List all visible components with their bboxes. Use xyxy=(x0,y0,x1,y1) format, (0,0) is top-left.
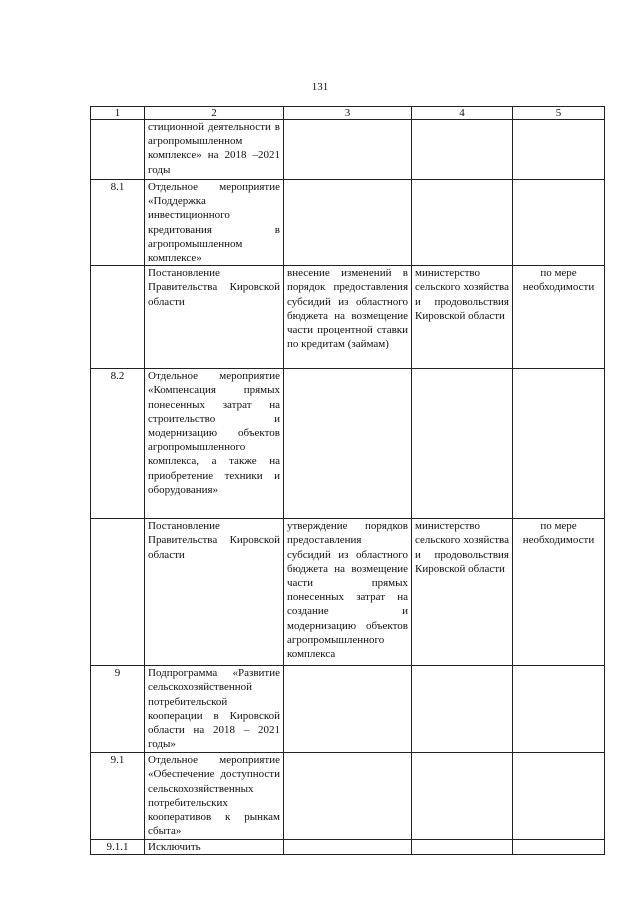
row-executor: министерство сельского хозяйства и продовольствия Кировской области xyxy=(412,519,513,666)
table-row xyxy=(91,266,605,369)
table-row xyxy=(91,180,605,266)
row-term xyxy=(513,180,605,266)
table-row xyxy=(91,666,605,753)
row-executor xyxy=(412,120,513,180)
row-number: 9.1.1 xyxy=(91,840,145,855)
row-term: по мере необходимости xyxy=(513,266,605,369)
page-number: 131 xyxy=(311,81,329,93)
row-name: Отдельное мероприятие «Обеспечение доступности сельскохозяйственных потребительских кооперативов к рынкам сбыта» xyxy=(145,753,284,840)
row-executor xyxy=(412,840,513,855)
row-number xyxy=(91,519,145,666)
row-number xyxy=(91,266,145,369)
row-measure xyxy=(284,120,412,180)
row-name: стиционной деятельности в агропромышленном комплексе» на 2018 –2021 годы xyxy=(145,120,284,180)
row-name: Отдельное мероприятие «Поддержка инвестиционного кредитования в агропромышленном комплексе» xyxy=(145,180,284,266)
table-row xyxy=(91,120,605,180)
row-number: 8.2 xyxy=(91,369,145,519)
row-executor xyxy=(412,666,513,753)
row-number xyxy=(91,120,145,180)
row-measure xyxy=(284,369,412,519)
row-measure xyxy=(284,753,412,840)
row-number: 9 xyxy=(91,666,145,753)
row-term xyxy=(513,120,605,180)
table-header-row xyxy=(91,107,605,120)
table-row xyxy=(91,369,605,519)
row-term xyxy=(513,840,605,855)
row-executor xyxy=(412,753,513,840)
row-name: Отдельное мероприятие «Компенсация прямых понесенных затрат на строительство и модернизацию объектов агропромышленного комплекса, а также на приобретение техники и оборудования» xyxy=(145,369,284,519)
row-term xyxy=(513,666,605,753)
measures-table xyxy=(90,106,605,855)
row-measure: утверждение порядков предоставления субсидий из областного бюджета на возмещение части прямых понесенных затрат на создание и модернизацию объектов агропромышленного комплекса xyxy=(284,519,412,666)
row-name: Исключить xyxy=(145,840,284,855)
row-executor: министерство сельского хозяйства и продовольствия Кировской области xyxy=(412,266,513,369)
header-cell: 5 xyxy=(513,107,605,120)
table-row xyxy=(91,519,605,666)
row-term: по мере необходимости xyxy=(513,519,605,666)
row-term xyxy=(513,753,605,840)
row-measure xyxy=(284,180,412,266)
table-row xyxy=(91,840,605,855)
header-cell: 2 xyxy=(145,107,284,120)
row-measure: внесение изменений в порядок предоставления субсидий из областного бюджета на возмещение части процентной ставки по кредитам (займам) xyxy=(284,266,412,369)
header-cell: 1 xyxy=(91,107,145,120)
row-number: 9.1 xyxy=(91,753,145,840)
row-measure xyxy=(284,666,412,753)
row-name: Постановление Правительства Кировской области xyxy=(145,519,284,666)
row-term xyxy=(513,369,605,519)
header-cell: 4 xyxy=(412,107,513,120)
row-measure xyxy=(284,840,412,855)
row-executor xyxy=(412,369,513,519)
row-number: 8.1 xyxy=(91,180,145,266)
row-name: Постановление Правительства Кировской области xyxy=(145,266,284,369)
table-row xyxy=(91,753,605,840)
header-cell: 3 xyxy=(284,107,412,120)
row-name: Подпрограмма «Развитие сельскохозяйственной потребительской кооперации в Кировской области на 2018 – 2021 годы» xyxy=(145,666,284,753)
row-executor xyxy=(412,180,513,266)
